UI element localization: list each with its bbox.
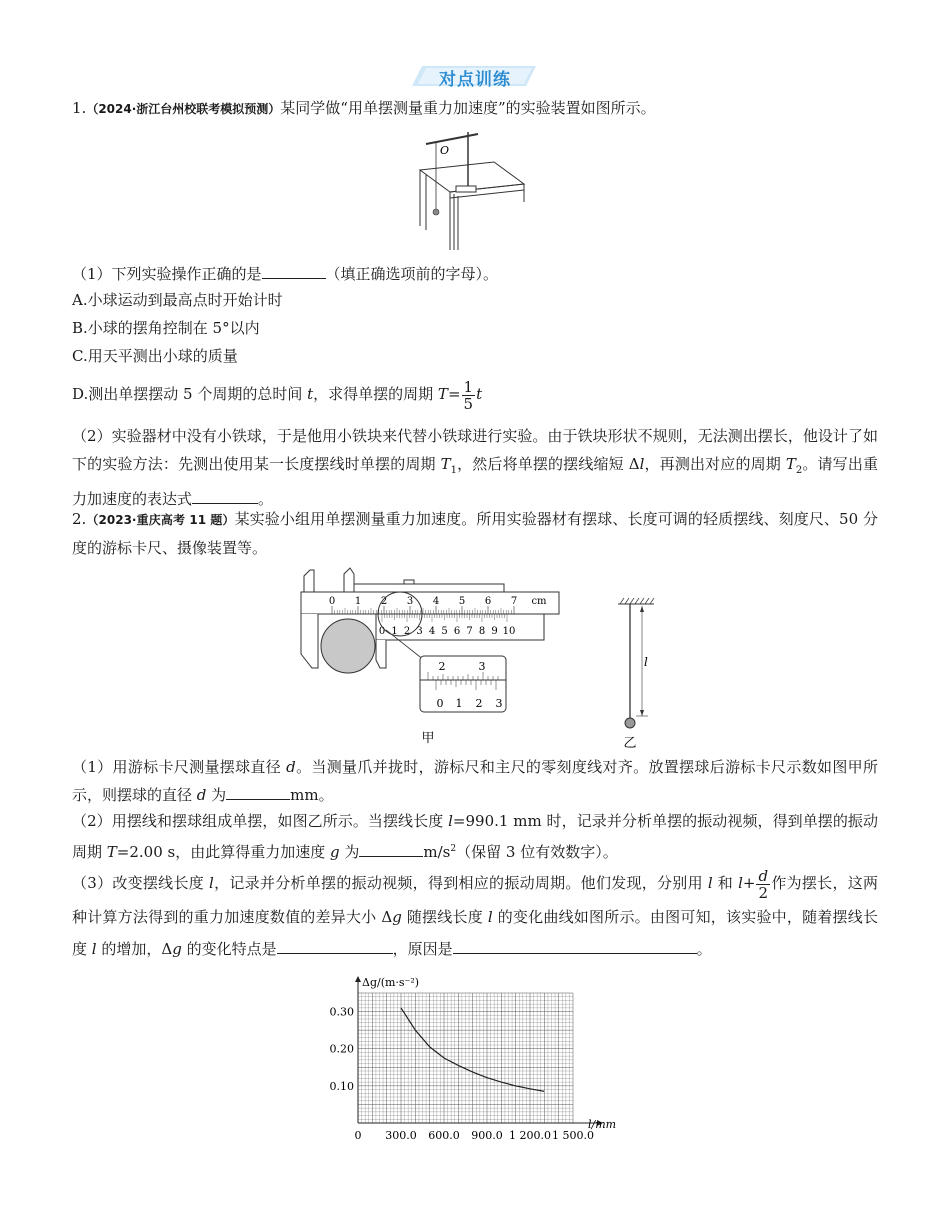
svg-text:3: 3 [406,596,414,607]
q1-answer-blank-2[interactable] [192,487,258,504]
q2-answer-blank-1[interactable] [226,783,290,800]
q1-option-a: A.小球运动到最高点时开始计时 [72,291,283,309]
q1-answer-blank-1[interactable] [262,262,326,279]
q1-option-c: C.用天平测出小球的质量 [72,347,238,365]
svg-text:3: 3 [478,660,486,673]
q1-apparatus-figure [412,126,527,250]
q2-answer-blank-3[interactable] [277,937,393,954]
q2-part1: （1）用游标卡尺测量摆球直径 d。当测量爪并拢时，游标尺和主尺的零刻度线对齐。放置摆球后游标卡尺示数如图甲所示，则摆球的直径 d 为 mm。 [72,758,878,804]
y-axis-label: Δg/(m·s⁻²) [362,976,420,989]
svg-text:5: 5 [441,626,448,637]
svg-text:7: 7 [466,626,473,637]
svg-text:1: 1 [354,596,362,607]
svg-text:4: 4 [428,626,436,637]
q2-part2: （2）用摆线和摆球组成单摆，如图乙所示。当摆线长度 l=990.1 mm 时，记录并分析单摆的振动视频，得到单摆的振动周期 T=2.00 s，由此算得重力加速度 g 为 $m/s^2$（保留 3 位有效数字）。 [72,812,878,861]
fraction-one-fifth: $\frac{1}{5}$ [463,377,474,413]
svg-text:7: 7 [510,596,518,607]
svg-text:5: 5 [458,596,466,607]
q1-part1: （1）下列实验操作正确的是 （填正确选项前的字母）。 [72,262,498,284]
chart-ticks [330,1006,595,1142]
q2-answer-blank-4[interactable] [453,937,697,954]
svg-text:0: 0 [378,626,386,637]
x-tick-label: 0 [354,1129,362,1142]
svg-text:4: 4 [432,596,440,607]
svg-text:6: 6 [484,596,492,607]
caliper-figure [296,564,564,746]
x-tick-label: 1 200.0 [509,1129,551,1142]
banner-title: 对点训练 [439,70,511,90]
q2-stem: 2.（2023·重庆高考 11 题）某实验小组用单摆测量重力加速度。所用实验器材有摆球、长度可调的轻质摆线、刻度尺、50 分度的游标卡尺、摄像装置等。 [72,510,879,557]
svg-text:0: 0 [436,697,444,710]
chart-grid [358,993,573,1123]
x-tick-label: 900.0 [471,1129,503,1142]
x-tick-label: 600.0 [428,1129,460,1142]
fraction-d-over-2: $\frac{d}{2}$ [758,866,769,902]
svg-text:3: 3 [495,697,503,710]
x-tick-label: 300.0 [385,1129,417,1142]
y-axis-arrow [355,976,361,982]
point-o-label: O [440,144,450,157]
fig-jia-label: 甲 [421,731,435,746]
x-axis-label: l/mm [588,1118,617,1131]
q1-stem: 1.（2024·浙江台州校联考模拟预测）某同学做“用单摆测量重力加速度”的实验装置如图所示。 [72,99,656,117]
svg-text:8: 8 [478,626,486,637]
svg-text:2: 2 [475,697,483,710]
q1-part2: （2）实验器材中没有小铁球，于是他用小铁块来代替小铁球进行实验。由于铁块形状不规则，无法测出摆长，他设计了如下的实验方法：先测出使用某一长度摆线时单摆的周期 $T_1$，然后将单摆的摆线缩短 Δl，再测出对应的周期 $T_2$。请写出重力加速度的表达式 。 [72,427,878,508]
svg-text:2: 2 [403,626,411,637]
svg-text:3: 3 [416,626,423,637]
svg-text:2: 2 [438,660,446,673]
y-tick-label: 0.30 [329,1005,354,1019]
svg-text:2: 2 [380,596,388,607]
x-tick-label: 1 500.0 [552,1129,594,1142]
y-tick-label: 0.20 [329,1042,354,1056]
svg-text:6: 6 [453,626,461,637]
q1-option-b: B.小球的摆角控制在 5°以内 [72,319,260,337]
section-banner [412,64,538,88]
delta-g-chart [322,972,632,1148]
svg-text:0: 0 [328,596,336,607]
y-tick-label: 0.10 [329,1079,354,1093]
svg-text:1: 1 [455,697,463,710]
svg-text:1: 1 [391,626,398,637]
q1-option-d: D.测出单摆摆动 5 个周期的总时间 t，求得单摆的周期 T= $\frac{1}{5}$ t [72,377,483,413]
pendulum-figure [612,596,662,752]
svg-text:9: 9 [491,626,498,637]
q2-part3: （3）改变摆线长度 l，记录并分析单摆的振动视频，得到相应的振动周期。他们发现，分别用 l 和 l+ $\frac{d}{2}$ 作为摆长，这两种计算方法得到的重力加速度数值的差异大小 Δg 随摆线长度 l 的变化曲线如图所示。由图可知，该实验中，随着摆线长度 l 的增加，Δg 的变化特点是 ，原因是 。 [72,866,878,958]
svg-text:cm: cm [531,596,547,607]
length-l-label: l [644,655,648,669]
fig-yi-label: 乙 [623,736,637,751]
q2-answer-blank-2[interactable] [359,840,423,857]
svg-text:10: 10 [502,626,516,637]
